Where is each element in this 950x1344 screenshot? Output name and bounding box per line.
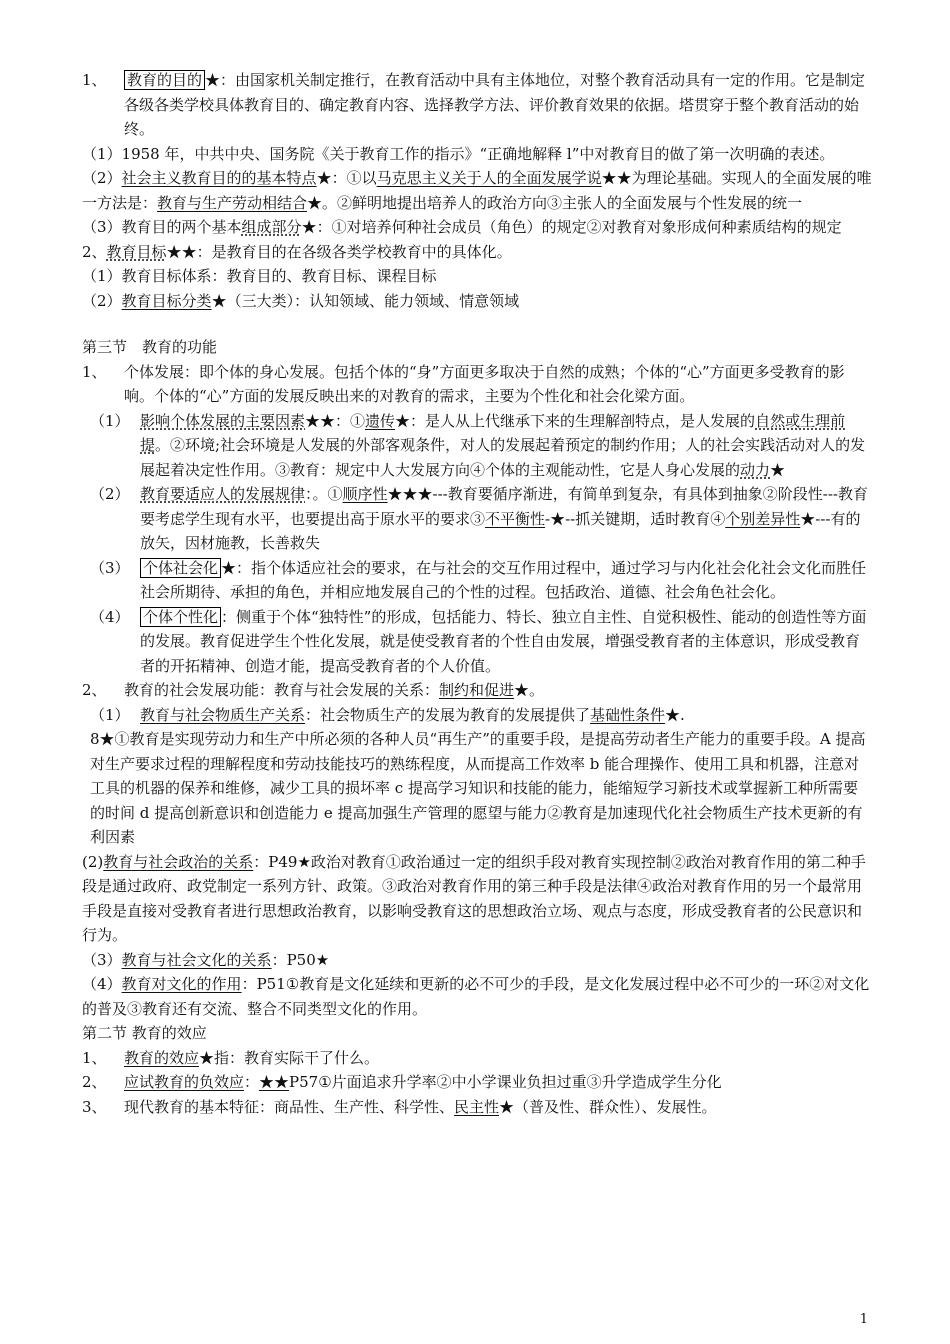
text: ★. xyxy=(665,705,685,724)
label: （4） xyxy=(82,975,122,993)
text: ★★★---教育要循序渐进，有简单到复杂，有具体到抽象②阶段性---教育要考虑学生现有水平，也要提出高于原水平的要求③ xyxy=(140,485,868,528)
text: ★：指个体适应社会的要求，在与社会的交互作用过程中，通过学习与内化社会化社会文化而胜任社会所期待、承担的角色，并相应地发展自己的个性的过程。包括政治、道德、社会角色社会化。 xyxy=(140,558,867,601)
text: ★（三大类）：认知领域、能力领域、情意领域 xyxy=(211,291,520,310)
underlined-stars: ★★ xyxy=(259,1073,290,1091)
underlined-term: 不平衡性 xyxy=(485,509,546,528)
spacer xyxy=(82,313,872,335)
text: ★---有的放矢，因材施教，长善救失 xyxy=(140,509,861,552)
text: ★。 xyxy=(514,681,545,699)
text: ：P50★ xyxy=(271,950,330,969)
item-exam-negative-effect xyxy=(82,1070,872,1095)
paragraph-1958: （1）1958 年，中共中央、国务院《关于教育工作的指示》“正确地解释 l”中对教育目的做了第一次明确的表述。 xyxy=(82,144,835,163)
underlined-term: 应试教育的负效应 xyxy=(124,1073,245,1091)
item-text xyxy=(140,482,872,556)
term-box: 个体个性化 xyxy=(140,607,221,627)
text: 。②环境;社会环境是人发展的外部客观条件，对人的发展起着预定的制约作用；人的社会实践活动对人的发展起着决定性作用。③教育：规定中人大发展方向④个体的主观能动性，它是人身心发展的 xyxy=(140,436,866,479)
item-label: （2） xyxy=(90,485,130,503)
underlined-term: 马克思主义关于人的全面发展学说 xyxy=(376,169,602,187)
paragraph-culture-relation xyxy=(82,948,872,973)
item-label: （3） xyxy=(90,558,130,577)
section-education-goal xyxy=(82,240,872,265)
underlined-term: 自然或生理前提 xyxy=(140,411,846,454)
item-socialization xyxy=(82,556,872,605)
text: ：侧重于个体“独特性”的形成，包括能力、特长、独立自主性、自觉积极性、能动的创造性等方面的发展。教育促进学生个性化发展，就是使受教育者的个性自由发展，增强受教育者的主体意识，形成受教育者的开拓精神、创造才能，提高受教育者的个人价值。 xyxy=(140,607,867,675)
item-label: （1） xyxy=(90,705,130,724)
item-number: 2、 xyxy=(82,242,107,261)
underlined-term: 民主性 xyxy=(454,1097,500,1116)
item-modern-education-features xyxy=(82,1095,872,1120)
text: ★★：是教育目的在各级各类学校教育中的具体化。 xyxy=(166,242,512,261)
text: ：P49★政治对教育①政治通过一定的组织手段对教育实现控制②政治对教育作用的第二种手段是通过政府、政党制定一系列方针、政策。③政治对教育作用的第三种手段是法律④政治对教育作用的另一个最常用手段是直接对受教育者进行思想政治教育，以影响受教育这的思想政治立场、观点与态度，形成受教育者的公民意识和行为。 xyxy=(82,852,866,944)
underlined-term: 组成部分 xyxy=(241,218,302,236)
item-label: （1） xyxy=(90,411,130,430)
label: (2) xyxy=(82,852,104,871)
underlined-term: 制约和促进 xyxy=(439,681,515,699)
text: 现代教育的基本特征：商品性、生产性、科学性、 xyxy=(124,1097,455,1116)
term-box: 教育的目的 xyxy=(124,70,205,90)
item-number: 1、 xyxy=(82,71,107,89)
text: -★--抓关键期，适时教育④ xyxy=(545,509,726,528)
item-number: 1、 xyxy=(82,1048,107,1067)
document-page xyxy=(82,68,872,1119)
underlined-term: 教育与社会物质生产关系 xyxy=(140,705,306,724)
item-text xyxy=(140,556,872,605)
label: （3） xyxy=(82,950,122,969)
text: ★：是人从上代继承下来的生理解剖特点，是人发展的 xyxy=(395,411,756,430)
section-social-function xyxy=(82,678,872,703)
underlined-term: 教育与社会文化的关系 xyxy=(121,950,272,969)
underlined-term: 社会主义教育目的的基本特点 xyxy=(121,169,317,187)
underlined-term: 教育要适应人的发展规律 xyxy=(140,485,306,503)
text: ：。① xyxy=(305,485,343,503)
underlined-term: 个别差异性 xyxy=(725,509,801,528)
paragraph-culture-effect xyxy=(82,972,872,1021)
paragraph-text: ：由国家机关制定推行，在教育活动中具有主体地位，对整个教育活动具有一定的作用。它是制定各级各类学校具体教育目的、确定教育内容、选择教学方法、评价教育效果的依据。塔贯穿于整个教育活动的始终。 xyxy=(124,71,866,138)
page-number: 1 xyxy=(859,1312,868,1327)
text: ★：①对培养何种社会成员（角色）的规定②对教育对象形成何种素质结构的规定 xyxy=(301,218,842,236)
section-heading-3: 第三节 教育的功能 xyxy=(82,338,218,356)
paragraph-production-detail: 8★①教育是实现劳动力和生产中所必须的各种人员“再生产”的重要手段，是提高劳动者生产能力的重要手段。A 提高对生产要求过程的理解程度和劳动技能技巧的熟练程度，从而提高工作效率 b 能合理操作、使用工具和机器，注意对工具的机器的保养和维修，减少工具的损坏率 c 提高学习知识和技能的能力，能缩短学习新技术或掌握新工种所需要的时间 d 提高创新意识和创造能力 e 提高加强生产管理的愿望与能力②教育是加速现代化社会物质生产技术更新的有利因素 xyxy=(90,730,866,846)
section-individual-development xyxy=(82,360,872,409)
text: P57①片面追求升学率②中小学课业负担过重③升学造成学生分化 xyxy=(289,1073,722,1091)
item-text xyxy=(140,605,872,679)
paragraph-goal-system: （1）教育目标体系：教育目的、教育目标、课程目标 xyxy=(82,267,437,285)
text: ： xyxy=(244,1073,260,1091)
text: ★指：教育实际干了什么。 xyxy=(199,1048,380,1067)
term-box: 个体社会化 xyxy=(140,558,221,578)
item-material-production xyxy=(82,703,872,728)
paragraph-components xyxy=(82,215,872,240)
text: 个体发展：即个体的身心发展。包括个体的“身”方面更多取决于自然的成熟；个体的“心”方面更多受教育的影响。个体的“心”方面的发展反映出来的对教育的需求，主要为个性化和社会化梁方面。 xyxy=(124,362,845,405)
section-heading-2: 第二节 教育的效应 xyxy=(82,1024,207,1042)
underlined-term: 影响个体发展的主要因素 xyxy=(140,411,306,430)
underlined-term: 基础性条件 xyxy=(590,705,666,724)
text: ：P51①教育是文化延续和更新的必不可少的手段，是文化发展过程中必不可少的一环②对文化的普及③教育还有交流、整合不同类型文化的作用。 xyxy=(82,975,870,1018)
label: （2） xyxy=(82,169,122,187)
paragraph-politics xyxy=(82,850,872,948)
paragraph-socialist-features xyxy=(82,166,872,215)
text: ★★：① xyxy=(305,411,366,430)
label: （2） xyxy=(82,291,122,310)
text: ★：①以 xyxy=(316,169,377,187)
text: 教育的社会发展功能：教育与社会发展的关系： xyxy=(124,681,440,699)
text: ★ xyxy=(770,460,786,479)
item-education-effect xyxy=(82,1046,872,1071)
section-education-purpose xyxy=(82,68,872,142)
underlined-term: 教育对文化的作用 xyxy=(121,975,242,993)
item-number: 1、 xyxy=(82,362,107,381)
text: ：社会物质生产的发展为教育的发展提供了 xyxy=(305,705,591,724)
paragraph-goal-classification xyxy=(82,289,872,314)
text: ★（普及性、群众性）、发展性。 xyxy=(499,1097,717,1116)
star-mark: ★ xyxy=(205,71,221,89)
underlined-term: 教育的效应 xyxy=(124,1048,200,1067)
item-number: 2、 xyxy=(82,1073,107,1091)
item-label: （4） xyxy=(90,607,130,626)
item-development-law xyxy=(82,482,872,556)
item-number: 2、 xyxy=(82,681,107,699)
underlined-term: 教育目标分类 xyxy=(121,291,212,310)
item-text xyxy=(140,703,872,728)
underlined-term: 教育与生产劳动相结合 xyxy=(157,193,308,212)
underlined-term: 动力 xyxy=(740,460,771,479)
underlined-term: 教育目标 xyxy=(106,242,167,261)
item-number: 3、 xyxy=(82,1097,107,1116)
underlined-term: 顺序性 xyxy=(342,485,388,503)
item-text xyxy=(140,409,872,483)
item-individualization xyxy=(82,605,872,679)
text: （3）教育目的两个基本 xyxy=(82,218,242,236)
underlined-term: 遗传 xyxy=(365,411,396,430)
text: ★。②鲜明地提出培养人的政治方向③主张人的全面发展与个性发展的统一 xyxy=(307,193,803,212)
text: ★★为理论基础。实现人的全面发展的唯一方法是： xyxy=(82,169,872,212)
underlined-term: 教育与社会政治的关系 xyxy=(103,852,254,871)
item-main-factors xyxy=(82,409,872,483)
